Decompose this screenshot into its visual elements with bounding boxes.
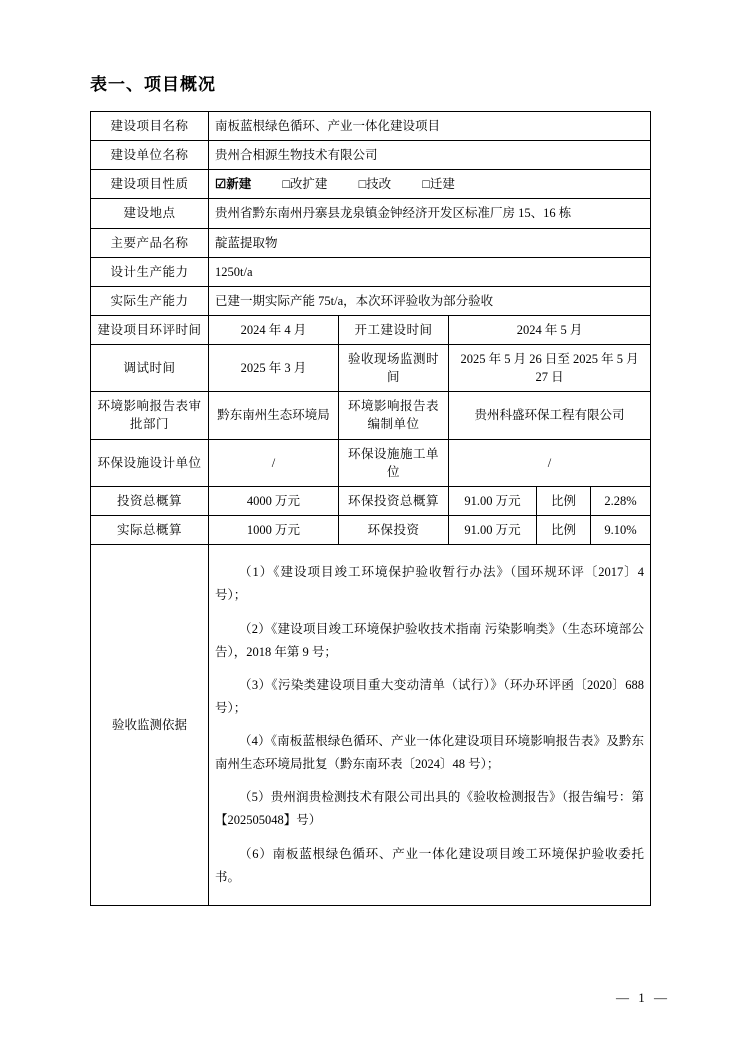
row-value-location: 贵州省黔东南州丹寨县龙泉镇金钟经济开发区标准厂房 15、16 栋 — [209, 199, 651, 228]
basis-item: （5）贵州润贵检测技术有限公司出具的《验收检测报告》（报告编号：第【202505048】号） — [215, 790, 645, 828]
row-label-env-investment-total: 环保投资总概算 — [339, 486, 449, 515]
row-label-commissioning-time: 调试时间 — [91, 345, 209, 392]
table-row — [91, 170, 651, 199]
row-label-env-design-unit: 环保设施设计单位 — [91, 439, 209, 486]
table-row — [91, 228, 651, 257]
row-value-acceptance-basis — [209, 545, 651, 906]
table-row — [91, 486, 651, 515]
row-label-env-investment-total-ratio: 比例 — [537, 486, 591, 515]
row-value-env-investment-total: 91.00 万元 — [449, 486, 537, 515]
row-label-unit-name: 建设单位名称 — [91, 141, 209, 170]
page-content — [90, 70, 650, 906]
basis-item: （3）《污染类建设项目重大变动清单（试行）》（环办环评函〔2020〕688 号）； — [215, 677, 645, 715]
row-value-actual-capacity: 已建一期实际产能 75t/a，本次环评验收为部分验收 — [209, 286, 651, 315]
table-row-acceptance-basis — [91, 545, 651, 906]
row-value-actual-total: 1000 万元 — [209, 515, 339, 544]
row-value-project-nature — [209, 170, 651, 199]
row-value-eia-time: 2024 年 4 月 — [209, 315, 339, 344]
checkbox-technical-renovation[interactable]: □技改 — [358, 177, 392, 192]
row-value-design-capacity: 1250t/a — [209, 257, 651, 286]
row-label-acceptance-monitor-time: 验收现场监测时间 — [339, 345, 449, 392]
table-row — [91, 392, 651, 439]
row-value-eia-approval-dept: 黔东南州生态环境局 — [209, 392, 339, 439]
row-value-env-construction-unit: / — [449, 439, 651, 486]
row-value-env-investment: 91.00 万元 — [449, 515, 537, 544]
row-label-project-nature: 建设项目性质 — [91, 170, 209, 199]
table-row — [91, 515, 651, 544]
basis-item: （1）《建设项目竣工环境保护验收暂行办法》（国环规环评〔2017〕4 号）； — [215, 565, 645, 603]
row-value-acceptance-monitor-time: 2025 年 5 月 26 日至 2025 年 5 月 27 日 — [449, 345, 651, 392]
row-label-env-investment: 环保投资 — [339, 515, 449, 544]
row-label-acceptance-basis: 验收监测依据 — [91, 545, 209, 906]
checkbox-expansion[interactable]: □改扩建 — [282, 177, 328, 192]
row-value-commissioning-time: 2025 年 3 月 — [209, 345, 339, 392]
table-row — [91, 112, 651, 141]
row-label-eia-preparer: 环境影响报告表编制单位 — [339, 392, 449, 439]
row-value-construction-start: 2024 年 5 月 — [449, 315, 651, 344]
table-row — [91, 345, 651, 392]
page-title: 表一、项目概况 — [90, 75, 216, 94]
checkbox-new-build[interactable]: ☑新建 — [215, 177, 252, 192]
row-label-eia-approval-dept: 环境影响报告表审批部门 — [91, 392, 209, 439]
basis-item: （2）《建设项目竣工环境保护验收技术指南 污染影响类》（生态环境部公告），2018 年第 9 号； — [215, 621, 645, 659]
row-label-design-capacity: 设计生产能力 — [91, 257, 209, 286]
row-label-construction-start: 开工建设时间 — [339, 315, 449, 344]
table-row — [91, 315, 651, 344]
row-label-project-name: 建设项目名称 — [91, 112, 209, 141]
row-label-env-construction-unit: 环保设施施工单位 — [339, 439, 449, 486]
row-label-main-product: 主要产品名称 — [91, 228, 209, 257]
table-row — [91, 257, 651, 286]
checkbox-relocation[interactable]: □迁建 — [422, 177, 455, 192]
basis-item: （6）南板蓝根绿色循环、产业一体化建设项目竣工环境保护验收委托书。 — [215, 846, 645, 884]
row-label-total-investment: 投资总概算 — [91, 486, 209, 515]
row-label-env-investment-ratio: 比例 — [537, 515, 591, 544]
row-value-total-investment: 4000 万元 — [209, 486, 339, 515]
project-overview-table — [90, 111, 651, 906]
table-row — [91, 141, 651, 170]
row-value-unit-name: 贵州合相源生物技术有限公司 — [209, 141, 651, 170]
row-value-env-investment-total-ratio: 2.28% — [591, 486, 651, 515]
row-label-actual-capacity: 实际生产能力 — [91, 286, 209, 315]
row-label-location: 建设地点 — [91, 199, 209, 228]
basis-item: （4）《南板蓝根绿色循环、产业一体化建设项目环境影响报告表》及黔东南州生态环境局批复（黔东南环表〔2024〕48 号）； — [215, 734, 645, 772]
row-value-eia-preparer: 贵州科盛环保工程有限公司 — [449, 392, 651, 439]
table-row — [91, 286, 651, 315]
row-label-actual-total: 实际总概算 — [91, 515, 209, 544]
table-row — [91, 439, 651, 486]
page-number: — 1 — — [616, 990, 670, 1005]
row-label-eia-time: 建设项目环评时间 — [91, 315, 209, 344]
row-value-env-investment-ratio: 9.10% — [591, 515, 651, 544]
table-row — [91, 199, 651, 228]
row-value-project-name: 南板蓝根绿色循环、产业一体化建设项目 — [209, 112, 651, 141]
row-value-env-design-unit: / — [209, 439, 339, 486]
row-value-main-product: 靛蓝提取物 — [209, 228, 651, 257]
